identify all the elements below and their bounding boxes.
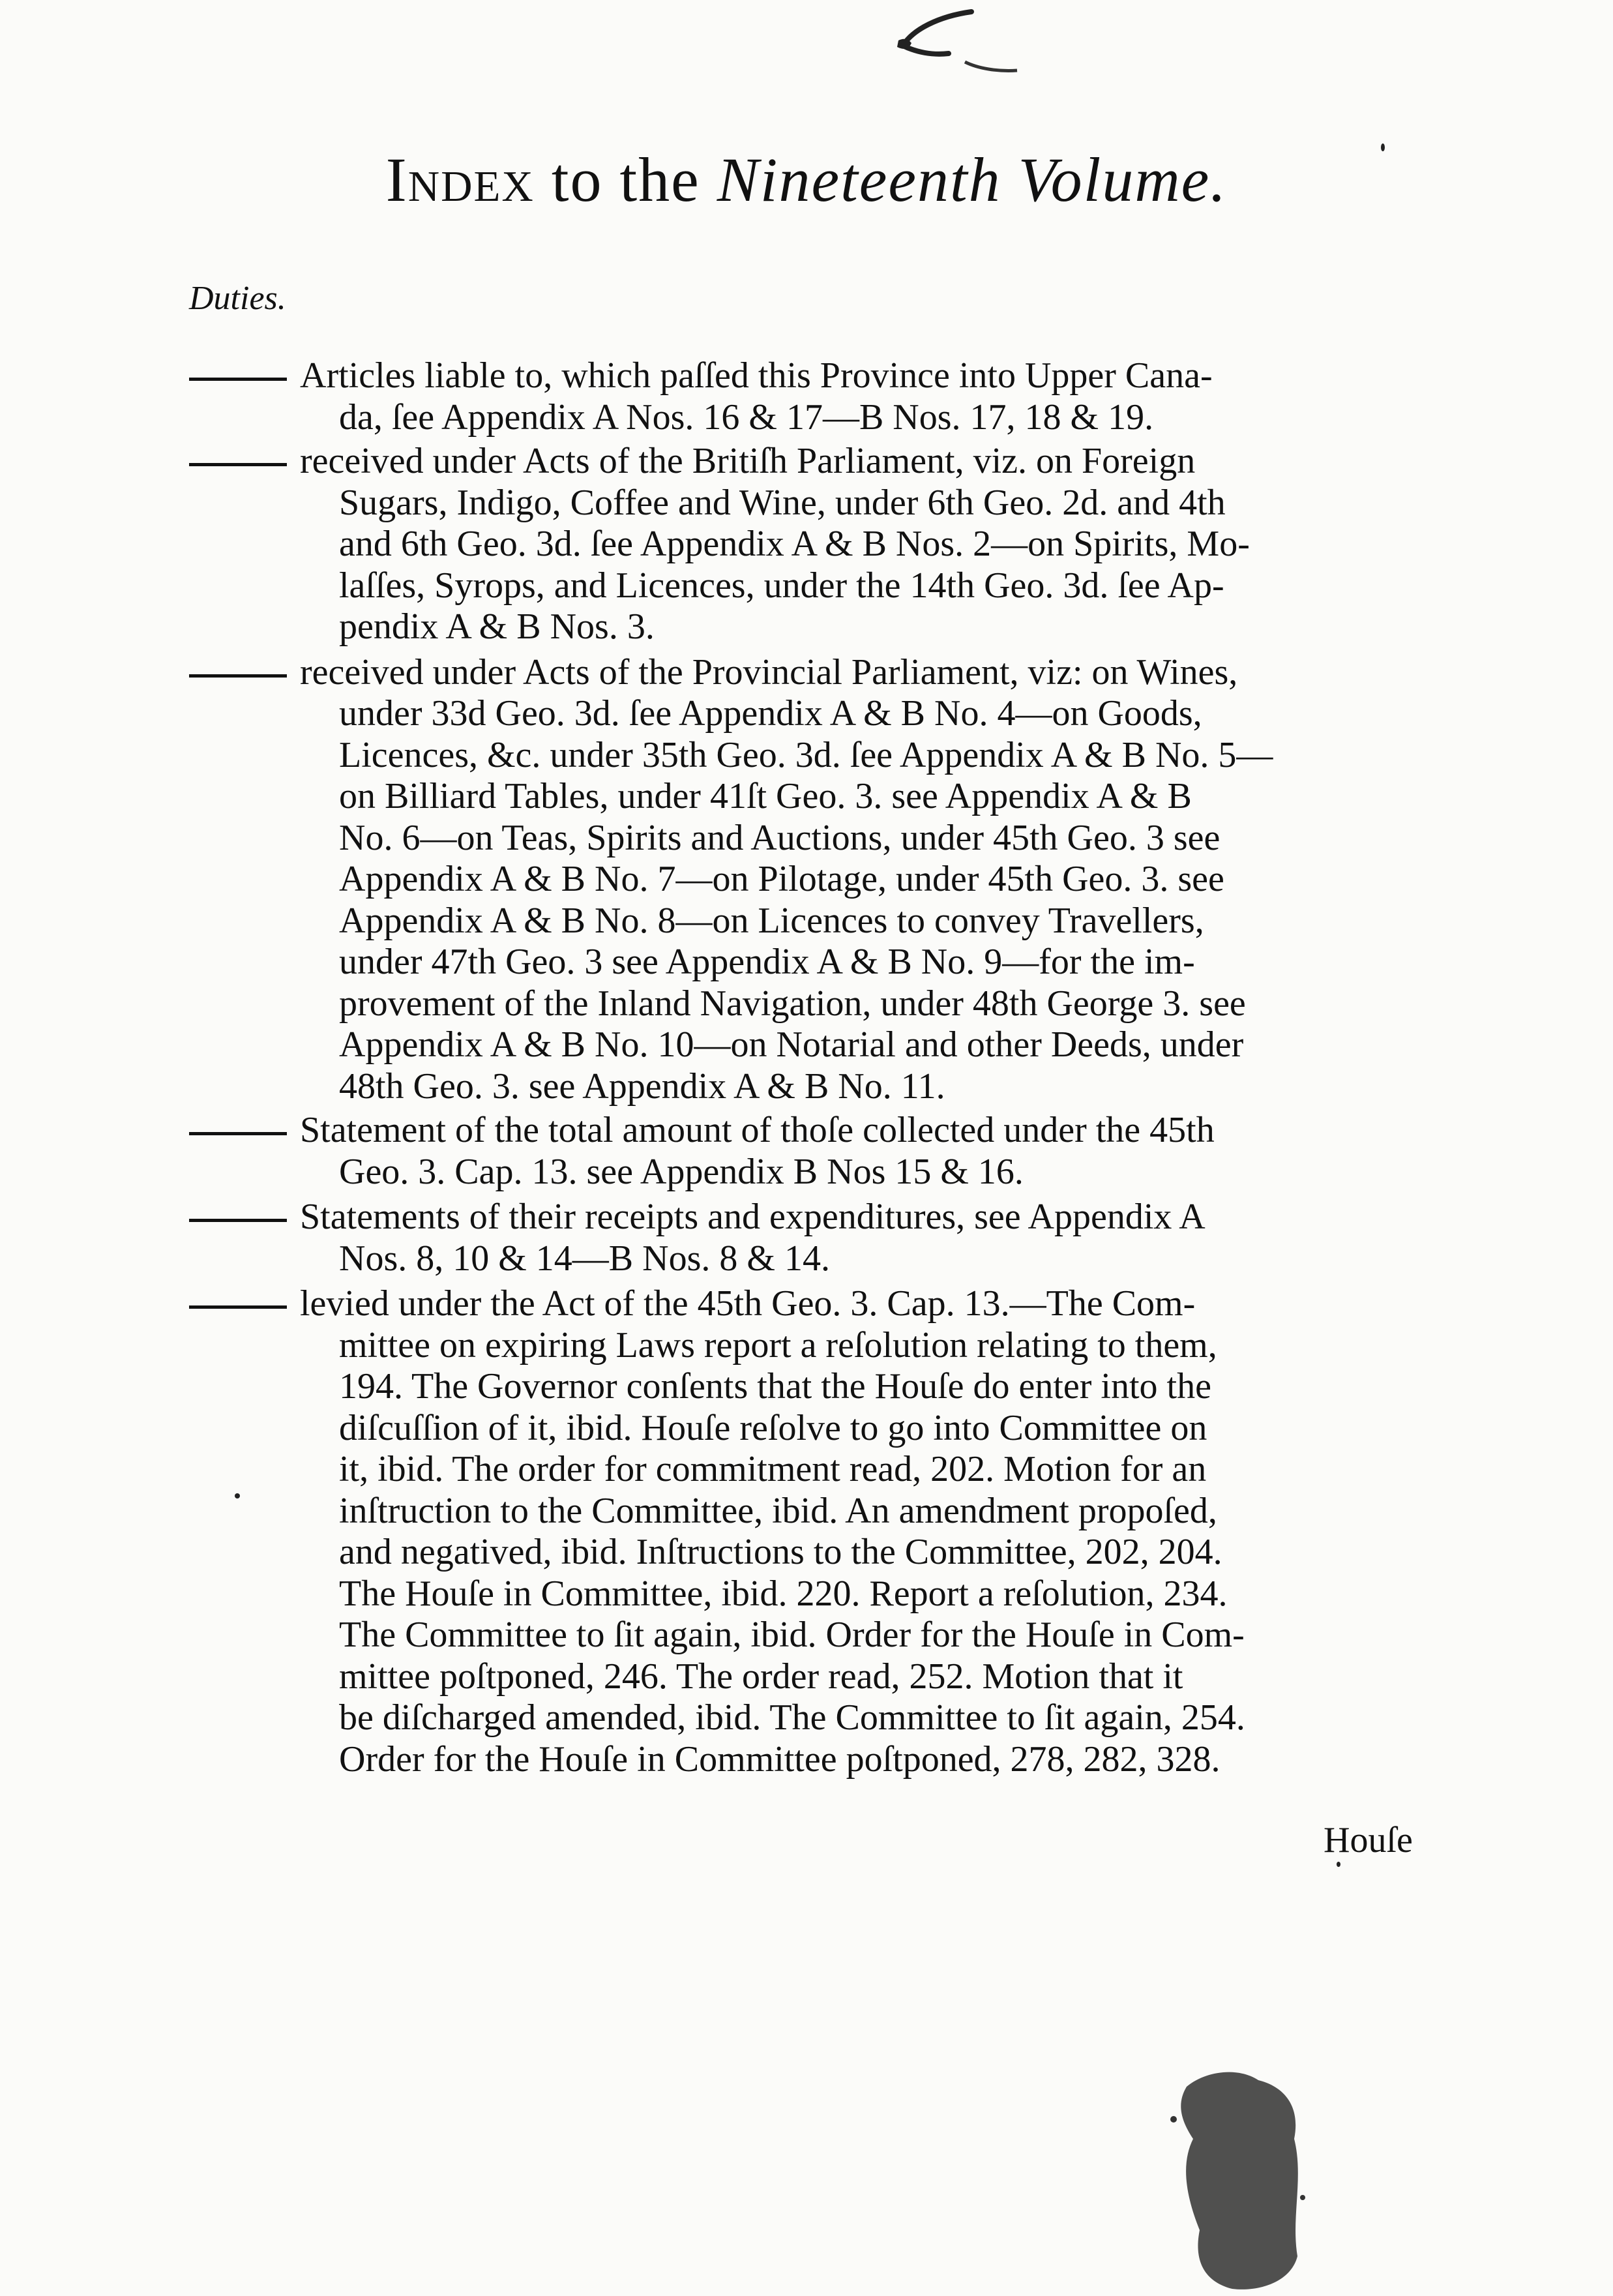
entry-line: provement of the Inland Navigation, under 48th George 3. see <box>339 983 1246 1024</box>
entry-line: Articles liable to, which paſſed this Province into Upper Cana- <box>300 355 1213 396</box>
entry-line: Nos. 8, 10 & 14—B Nos. 8 & 14. <box>339 1238 830 1279</box>
page-title <box>0 143 1613 216</box>
entry-line: and negatived, ibid. Inſtructions to the Committee, 202, 204. <box>339 1532 1222 1572</box>
entry-line: received under Acts of the Britiſh Parliament, viz. on Foreign <box>300 441 1196 481</box>
entry-line: 48th Geo. 3. see Appendix A & B No. 11. <box>339 1066 945 1107</box>
ink-speck <box>1381 143 1385 151</box>
index-entry <box>189 441 1467 648</box>
entry-line: and 6th Geo. 3d. ſee Appendix A & B Nos. 2—on Spirits, Mo- <box>339 524 1250 564</box>
index-entry <box>189 355 1467 438</box>
paper-damage-stain <box>1161 2067 1310 2295</box>
ink-speck <box>1337 1862 1340 1867</box>
entry-line: Statement of the total amount of thoſe collected under the 45th <box>300 1110 1215 1150</box>
entry-line: Appendix A & B No. 10—on Notarial and other Deeds, under <box>339 1024 1244 1065</box>
catchword: Houſe <box>1324 1820 1413 1860</box>
entry-line: inſtruction to the Committee, ibid. An amendment propoſed, <box>339 1490 1217 1531</box>
entry-line: levied under the Act of the 45th Geo. 3. Cap. 13.—The Com- <box>300 1283 1196 1324</box>
entry-line: Geo. 3. Cap. 13. see Appendix B Nos 15 & 16. <box>339 1151 1024 1192</box>
entry-line: mittee on expiring Laws report a reſolution relating to them, <box>339 1324 1217 1365</box>
entry-line: Appendix A & B No. 8—on Licences to convey Travellers, <box>339 900 1204 941</box>
section-heading: Duties. <box>189 280 286 317</box>
entry-line: The Committee to ſit again, ibid. Order for the Houſe in Com- <box>339 1615 1245 1655</box>
entry-dash <box>189 463 287 466</box>
index-entry <box>189 1197 1467 1279</box>
entry-line: diſcuſſion of it, ibid. Houſe reſolve to go into Committee on <box>339 1407 1207 1448</box>
entry-line: received under Acts of the Provincial Parliament, viz: on Wines, <box>300 651 1238 693</box>
entry-line: be diſcharged amended, ibid. The Committee to ſit again, 254. <box>339 1697 1245 1738</box>
entry-line: The Houſe in Committee, ibid. 220. Report a reſolution, 234. <box>339 1573 1228 1614</box>
entry-line: 194. The Governor conſents that the Houſe do enter into the <box>339 1366 1211 1407</box>
index-entry <box>189 652 1467 1108</box>
entry-line: da, ſee Appendix A Nos. 16 & 17—B Nos. 17, 18 & 19. <box>339 396 1154 438</box>
entry-line: on Billiard Tables, under 41ſt Geo. 3. see Appendix A & B <box>339 776 1192 816</box>
entry-line: Licences, &c. under 35th Geo. 3d. ſee Appendix A & B No. 5— <box>339 734 1273 775</box>
index-entries <box>189 355 1467 1780</box>
ink-flourish-mark <box>887 7 1030 78</box>
entry-line: Sugars, Indigo, Coffee and Wine, under 6th Geo. 2d. and 4th <box>339 482 1226 523</box>
entry-line: mittee poſtponed, 246. The order read, 252. Motion that it <box>339 1656 1183 1697</box>
title-volume: Nineteenth Volume. <box>717 145 1228 215</box>
index-entry <box>189 1110 1467 1193</box>
entry-line: under 33d Geo. 3d. ſee Appendix A & B No. 4—on Goods, <box>339 693 1202 734</box>
entry-dash <box>189 1305 287 1309</box>
entry-line: No. 6—on Teas, Spirits and Auctions, under 45th Geo. 3 see <box>339 817 1221 858</box>
entry-line: it, ibid. The order for commitment read, 202. Motion for an <box>339 1449 1207 1489</box>
entry-line: pendix A & B Nos. 3. <box>339 606 655 647</box>
title-prefix: Index <box>385 145 535 215</box>
index-entry <box>189 1283 1467 1780</box>
entry-line: Order for the Houſe in Committee poſtponed, 278, 282, 328. <box>339 1738 1221 1780</box>
entry-line: Appendix A & B No. 7—on Pilotage, under 45th Geo. 3. see <box>339 859 1224 899</box>
entry-line: Statements of their receipts and expenditures, see Appendix A <box>300 1197 1206 1237</box>
ink-speck <box>235 1493 240 1498</box>
entry-dash <box>189 674 287 678</box>
title-middle: to the <box>534 145 717 215</box>
entry-dash <box>189 378 287 381</box>
entry-line: under 47th Geo. 3 see Appendix A & B No. 9—for the im- <box>339 942 1195 982</box>
entry-dash <box>189 1132 287 1135</box>
entry-dash <box>189 1219 287 1222</box>
entry-line: laſſes, Syrops, and Licences, under the 14th Geo. 3d. ſee Ap- <box>339 565 1224 606</box>
